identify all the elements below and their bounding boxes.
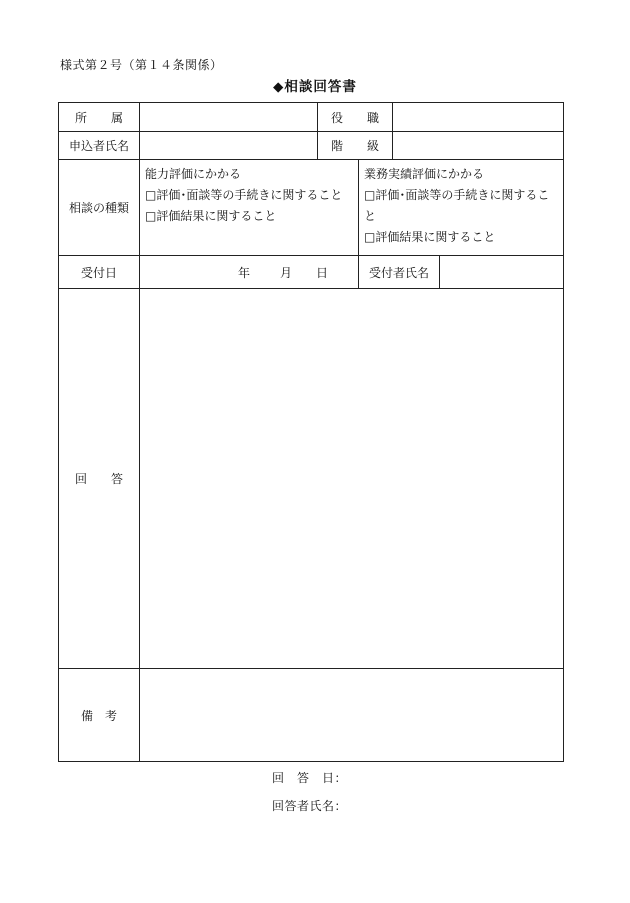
consultation-type-label: 相談の種類 xyxy=(68,201,129,215)
consultation-answer-table xyxy=(58,102,564,762)
applicant-name-field[interactable] xyxy=(140,132,317,159)
remarks-field[interactable] xyxy=(140,669,563,761)
ability-heading: 能力評価にかかる xyxy=(145,167,242,181)
answer-date-label: 回 答 日： xyxy=(272,771,348,785)
performance-procedure-checkbox[interactable]: □評価･面談等の手続きに関すること xyxy=(364,188,550,223)
performance-heading: 業務実績評価にかかる xyxy=(364,167,485,181)
document-title: ◆相談回答書 xyxy=(273,79,357,95)
ability-procedure-checkbox[interactable]: □評価･面談等の手続きに関すること xyxy=(145,188,343,202)
year-label: 年 xyxy=(238,265,251,280)
form-reference: 様式第２号（第１４条関係） xyxy=(60,58,223,72)
performance-evaluation-section xyxy=(364,164,560,248)
affiliation-label: 所 属 xyxy=(74,110,123,125)
answer-field[interactable] xyxy=(140,289,563,668)
position-field[interactable] xyxy=(393,103,563,131)
grade-field[interactable] xyxy=(393,132,563,159)
received-date-field[interactable] xyxy=(140,256,358,288)
applicant-name-label: 申込者氏名 xyxy=(68,139,129,153)
affiliation-field[interactable] xyxy=(140,103,317,131)
received-date-label: 受付日 xyxy=(80,265,117,280)
receiver-name-label: 受付者氏名 xyxy=(368,265,429,280)
receiver-name-field[interactable] xyxy=(440,256,563,288)
day-label: 日 xyxy=(316,265,329,280)
ability-result-checkbox[interactable]: □評価結果に関すること xyxy=(145,209,277,223)
performance-result-checkbox[interactable]: □評価結果に関すること xyxy=(364,230,496,244)
position-label: 役 職 xyxy=(330,110,379,125)
month-label: 月 xyxy=(280,265,293,280)
ability-evaluation-section xyxy=(145,164,355,227)
remarks-label: 備 考 xyxy=(80,708,117,723)
answer-label: 回 答 xyxy=(74,472,123,486)
grade-label: 階 級 xyxy=(330,139,379,153)
answerer-name-label: 回答者氏名： xyxy=(272,799,348,813)
